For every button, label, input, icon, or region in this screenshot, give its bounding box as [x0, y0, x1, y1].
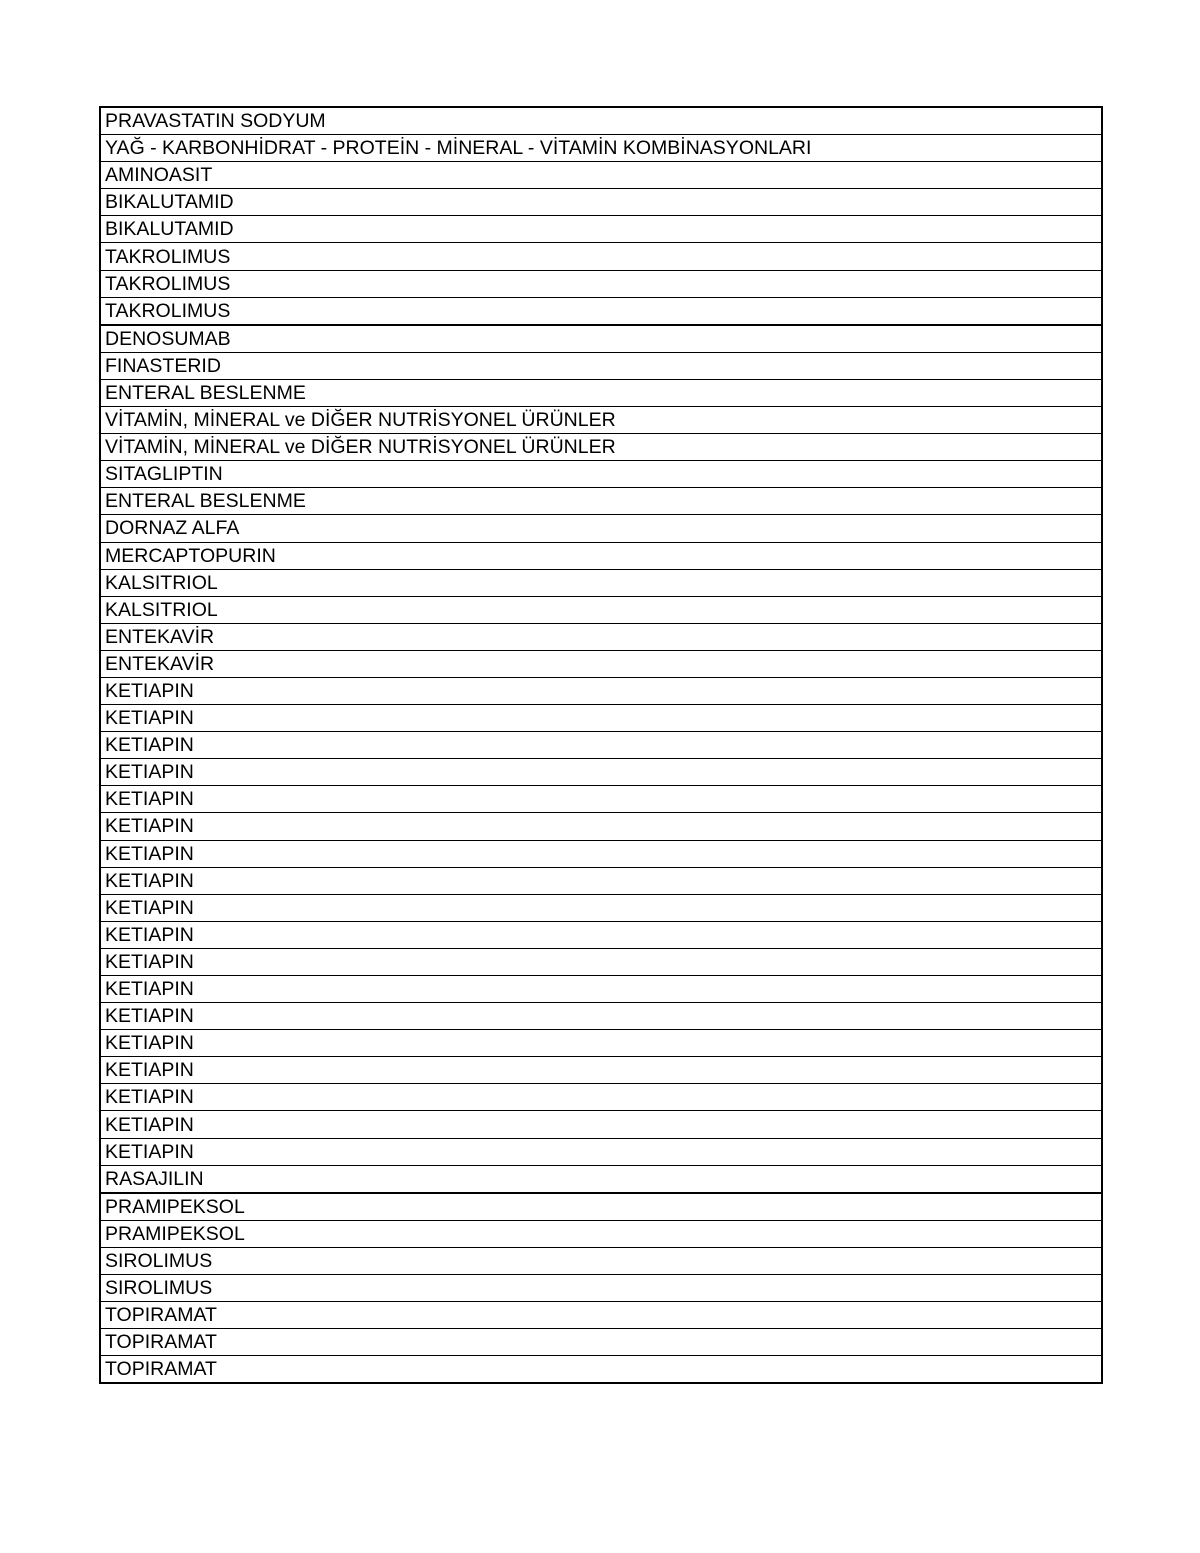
- drug-name-cell: TAKROLIMUS: [100, 270, 1102, 297]
- drug-name-cell: KETIAPIN: [100, 948, 1102, 975]
- drug-name-cell: KETIAPIN: [100, 732, 1102, 759]
- drug-name-cell: KETIAPIN: [100, 921, 1102, 948]
- table-row: [100, 813, 1102, 840]
- drug-name-cell: TAKROLIMUS: [100, 243, 1102, 270]
- drug-name-cell: BIKALUTAMID: [100, 216, 1102, 243]
- table-row: [100, 542, 1102, 569]
- drug-name-cell: RASAJILIN: [100, 1165, 1102, 1193]
- table-row: [100, 1193, 1102, 1221]
- table-row: [100, 759, 1102, 786]
- drug-name-cell: BIKALUTAMID: [100, 189, 1102, 216]
- table-row: [100, 162, 1102, 189]
- drug-name-cell: KETIAPIN: [100, 1138, 1102, 1165]
- table-row: [100, 596, 1102, 623]
- table-row: [100, 379, 1102, 406]
- table-row: [100, 1138, 1102, 1165]
- drug-name-cell: PRAMIPEKSOL: [100, 1193, 1102, 1221]
- drug-name-cell: KETIAPIN: [100, 1030, 1102, 1057]
- table-row: [100, 325, 1102, 353]
- table-row: [100, 270, 1102, 297]
- drug-name-cell: VİTAMİN, MİNERAL ve DİĞER NUTRİSYONEL ÜRÜNLER: [100, 434, 1102, 461]
- drug-name-cell: SIROLIMUS: [100, 1275, 1102, 1302]
- drug-name-cell: PRAVASTATIN SODYUM: [100, 107, 1102, 135]
- drug-name-cell: KETIAPIN: [100, 1057, 1102, 1084]
- drug-name-cell: KETIAPIN: [100, 894, 1102, 921]
- table-row: [100, 732, 1102, 759]
- drug-name-cell: KETIAPIN: [100, 813, 1102, 840]
- drug-name-cell: TOPIRAMAT: [100, 1302, 1102, 1329]
- drug-name-cell: ENTEKAVİR: [100, 623, 1102, 650]
- table-row: [100, 1030, 1102, 1057]
- table-row: [100, 1057, 1102, 1084]
- drug-name-cell: KETIAPIN: [100, 786, 1102, 813]
- table-row: [100, 948, 1102, 975]
- table-row: [100, 1302, 1102, 1329]
- table-row: [100, 976, 1102, 1003]
- drug-name-cell: TOPIRAMAT: [100, 1356, 1102, 1384]
- drug-name-cell: KETIAPIN: [100, 1003, 1102, 1030]
- drug-name-cell: KETIAPIN: [100, 705, 1102, 732]
- table-row: [100, 1329, 1102, 1356]
- drug-name-cell: SIROLIMUS: [100, 1247, 1102, 1274]
- table-row: [100, 1111, 1102, 1138]
- table-row: [100, 107, 1102, 135]
- drug-list-body: [100, 107, 1102, 1383]
- table-row: [100, 1220, 1102, 1247]
- table-row: [100, 677, 1102, 704]
- table-row: [100, 867, 1102, 894]
- table-row: [100, 921, 1102, 948]
- table-row: [100, 515, 1102, 542]
- drug-list-table: [99, 106, 1103, 1384]
- drug-name-cell: ENTEKAVİR: [100, 650, 1102, 677]
- drug-name-cell: KETIAPIN: [100, 867, 1102, 894]
- table-row: [100, 650, 1102, 677]
- drug-name-cell: DORNAZ ALFA: [100, 515, 1102, 542]
- table-row: [100, 1003, 1102, 1030]
- table-row: [100, 623, 1102, 650]
- drug-name-cell: TOPIRAMAT: [100, 1329, 1102, 1356]
- table-row: [100, 569, 1102, 596]
- drug-name-cell: KETIAPIN: [100, 1084, 1102, 1111]
- drug-name-cell: KETIAPIN: [100, 976, 1102, 1003]
- table-row: [100, 488, 1102, 515]
- table-row: [100, 894, 1102, 921]
- table-row: [100, 1165, 1102, 1193]
- drug-name-cell: TAKROLIMUS: [100, 297, 1102, 325]
- drug-name-cell: KETIAPIN: [100, 759, 1102, 786]
- table-row: [100, 1356, 1102, 1384]
- table-row: [100, 243, 1102, 270]
- drug-name-cell: KALSITRIOL: [100, 596, 1102, 623]
- drug-name-cell: MERCAPTOPURIN: [100, 542, 1102, 569]
- drug-name-cell: VİTAMİN, MİNERAL ve DİĞER NUTRİSYONEL ÜRÜNLER: [100, 407, 1102, 434]
- table-row: [100, 135, 1102, 162]
- table-row: [100, 461, 1102, 488]
- table-row: [100, 1275, 1102, 1302]
- table-row: [100, 297, 1102, 325]
- table-row: [100, 786, 1102, 813]
- drug-name-cell: PRAMIPEKSOL: [100, 1220, 1102, 1247]
- table-row: [100, 189, 1102, 216]
- drug-name-cell: AMINOASIT: [100, 162, 1102, 189]
- drug-name-cell: KETIAPIN: [100, 840, 1102, 867]
- table-row: [100, 216, 1102, 243]
- drug-name-cell: YAĞ - KARBONHİDRAT - PROTEİN - MİNERAL - VİTAMİN KOMBİNASYONLARI: [100, 135, 1102, 162]
- drug-name-cell: ENTERAL BESLENME: [100, 488, 1102, 515]
- drug-name-cell: SITAGLIPTIN: [100, 461, 1102, 488]
- table-row: [100, 352, 1102, 379]
- table-row: [100, 407, 1102, 434]
- drug-name-cell: KALSITRIOL: [100, 569, 1102, 596]
- table-row: [100, 705, 1102, 732]
- table-row: [100, 1084, 1102, 1111]
- drug-name-cell: KETIAPIN: [100, 1111, 1102, 1138]
- drug-name-cell: ENTERAL BESLENME: [100, 379, 1102, 406]
- drug-name-cell: KETIAPIN: [100, 677, 1102, 704]
- table-row: [100, 840, 1102, 867]
- drug-name-cell: FINASTERID: [100, 352, 1102, 379]
- table-row: [100, 1247, 1102, 1274]
- drug-name-cell: DENOSUMAB: [100, 325, 1102, 353]
- table-row: [100, 434, 1102, 461]
